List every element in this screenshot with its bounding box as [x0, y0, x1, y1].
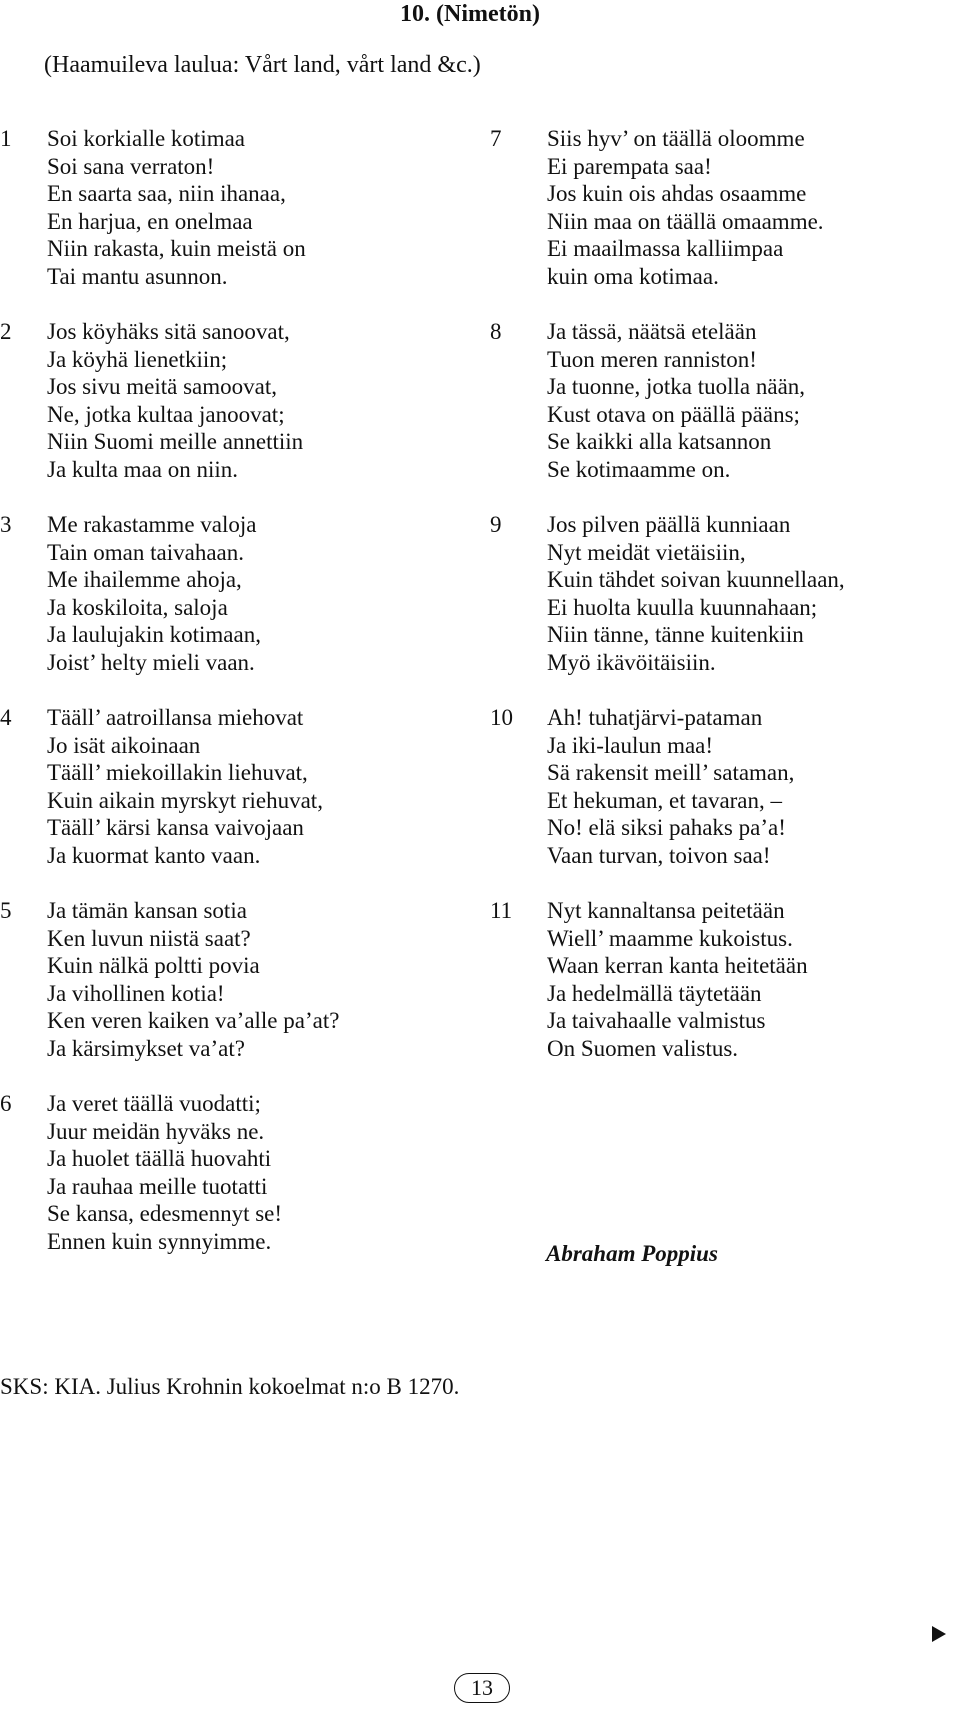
stanza-number: 3 — [0, 512, 12, 537]
verse-line: Ja tämän kansan sotia — [47, 898, 247, 923]
verse-line: Se kaikki alla katsannon — [547, 429, 772, 454]
stanza-number: 8 — [490, 319, 502, 344]
verse-line: Jo isät aikoinaan — [47, 732, 201, 758]
stanza — [0, 1090, 470, 1255]
verse-line: Niin tänne, tänne kuitenkiin — [547, 622, 804, 647]
verse-line: Ei maailmassa kalliimpaa — [547, 236, 784, 261]
stanza-number: 5 — [0, 898, 12, 923]
verse-line: Se kotimaamme on. — [547, 456, 731, 482]
verse-line: Vaan turvan, toivon saa! — [547, 842, 771, 868]
verse-line: Kuin nälkä poltti povia — [47, 953, 260, 978]
stanza-lines — [547, 125, 950, 290]
verse-line: Soi sana verraton! — [47, 153, 215, 179]
stanza — [490, 125, 950, 290]
verse-line: Kuin tähdet soivan kuunnellaan, — [547, 567, 845, 592]
triangle-right-icon[interactable] — [932, 1626, 946, 1642]
verse-line: Ja veret täällä vuodatti; — [47, 1091, 261, 1116]
verse-line: Se kansa, edesmennyt se! — [47, 1201, 283, 1226]
verse-line: Ja taivahaalle valmistus — [547, 1008, 766, 1033]
stanza-number: 4 — [0, 705, 12, 730]
verse-line: Ja tässä, näätsä etelään — [547, 319, 757, 344]
stanza-number: 2 — [0, 319, 12, 344]
verse-line: Ja huolet täällä huovahti — [47, 1146, 272, 1171]
verse-line: Me ihailemme ahoja, — [47, 567, 242, 592]
stanza-lines — [547, 704, 950, 869]
stanza-number: 9 — [490, 512, 502, 537]
verse-line: Wiell’ maamme kukoistus. — [547, 925, 793, 951]
verse-line: Sä rakensit meill’ sataman, — [547, 760, 795, 785]
verse-line: Ja vihollinen kotia! — [47, 980, 225, 1006]
verse-line: Ennen kuin synnyimme. — [47, 1228, 272, 1254]
verse-line: Ken luvun niistä saat? — [47, 925, 251, 951]
verse-line: Ja köyhä lienetkiin; — [47, 346, 228, 372]
verse-line: Nyt kannaltansa peitetään — [547, 898, 785, 923]
verse-line: Waan kerran kanta heitetään — [547, 953, 808, 978]
verse-line: Niin Suomi meille annettiin — [47, 429, 304, 454]
verse-line: Niin rakasta, kuin meistä on — [47, 236, 306, 261]
right-column — [490, 125, 950, 1090]
stanza-lines — [547, 897, 950, 1062]
verse-line: Kust otava on päällä pääns; — [547, 401, 800, 427]
verse-line: Nyt meidät vietäisiin, — [547, 539, 746, 565]
stanza — [490, 897, 950, 1062]
verse-line: Ah! tuhatjärvi-pataman — [547, 705, 763, 730]
stanza-lines — [47, 704, 470, 869]
stanza-lines — [47, 897, 470, 1062]
source-reference: SKS: KIA. Julius Krohnin kokoelmat n:o B 1270. — [0, 1374, 460, 1399]
verse-line: Myö ikävöitäisiin. — [547, 649, 716, 675]
stanza — [0, 125, 470, 290]
verse-line: Ken veren kaiken va’alle pa’at? — [47, 1008, 340, 1033]
page-title: 10. (Nimetön) — [400, 1, 540, 27]
verse-line: Siis hyv’ on täällä oloomme — [547, 126, 805, 151]
stanza — [0, 897, 470, 1062]
verse-line: Tuon meren ranniston! — [547, 346, 757, 372]
verse-line: Ja kärsimykset va’at? — [47, 1035, 245, 1061]
stanza-lines — [47, 1090, 470, 1255]
verse-line: Ja laulujakin kotimaan, — [47, 622, 261, 647]
verse-line: Ja iki-laulun maa! — [547, 732, 714, 758]
verse-line: Ei huolta kuulla kuunnahaan; — [547, 594, 818, 620]
verse-line: Tääll’ kärsi kansa vaivojaan — [47, 815, 304, 840]
verse-line: Ja hedelmällä täytetään — [547, 980, 762, 1006]
verse-line: Juur meidän hyväks ne. — [47, 1118, 265, 1144]
verse-line: Soi korkialle kotimaa — [47, 126, 246, 151]
verse-line: Jos kuin ois ahdas osaamme — [547, 181, 807, 206]
stanza-number: 6 — [0, 1091, 12, 1116]
verse-line: En harjua, en onelmaa — [47, 208, 253, 234]
verse-line: Ja kulta maa on niin. — [47, 456, 238, 482]
verse-line: Jos köyhäks sitä sanoovat, — [47, 319, 290, 344]
stanza-number: 11 — [490, 898, 513, 923]
verse-line: On Suomen valistus. — [547, 1035, 739, 1061]
stanza-number: 1 — [0, 126, 12, 151]
verse-line: Tai mantu asunnon. — [47, 263, 228, 289]
stanza — [0, 511, 470, 676]
verse-line: Me rakastamme valoja — [47, 512, 257, 537]
stanza — [0, 704, 470, 869]
verse-line: Tain oman taivahaan. — [47, 539, 245, 565]
page-subtitle: (Haamuileva laulua: Vårt land, vårt land &c.) — [44, 52, 481, 78]
verse-line: Jos sivu meitä samoovat, — [47, 374, 277, 399]
stanza — [490, 318, 950, 483]
stanza-lines — [47, 125, 470, 290]
stanza — [0, 318, 470, 483]
stanza-lines — [47, 511, 470, 676]
verse-line: Et hekuman, et tavaran, – — [547, 787, 783, 813]
verse-line: Kuin aikain myrskyt riehuvat, — [47, 787, 323, 813]
verse-line: Ne, jotka kultaa janoovat; — [47, 401, 285, 427]
stanza-lines — [547, 511, 950, 676]
stanza-number: 10 — [490, 705, 513, 730]
stanza-lines — [547, 318, 950, 483]
verse-line: Ja koskiloita, saloja — [47, 594, 228, 620]
author-signature: Abraham Poppius — [546, 1241, 718, 1266]
stanza — [490, 511, 950, 676]
verse-line: En saarta saa, niin ihanaa, — [47, 181, 286, 206]
verse-line: kuin oma kotimaa. — [547, 263, 719, 289]
left-column — [0, 125, 470, 1283]
verse-line: Ja tuonne, jotka tuolla nään, — [547, 374, 806, 399]
verse-line: Ja kuormat kanto vaan. — [47, 842, 261, 868]
stanza-number: 7 — [490, 126, 502, 151]
verse-line: No! elä siksi pahaks pa’a! — [547, 815, 786, 840]
verse-line: Joist’ helty mieli vaan. — [47, 649, 255, 675]
verse-line: Jos pilven päällä kunniaan — [547, 512, 791, 537]
verse-line: Tääll’ miekoillakin liehuvat, — [47, 760, 308, 785]
verse-line: Ei parempata saa! — [547, 153, 712, 179]
stanza-lines — [47, 318, 470, 483]
verse-line: Tääll’ aatroillansa miehovat — [47, 705, 304, 730]
stanza — [490, 704, 950, 869]
page-number: 13 — [454, 1673, 510, 1703]
verse-line: Niin maa on täällä omaamme. — [547, 208, 824, 234]
verse-line: Ja rauhaa meille tuotatti — [47, 1173, 268, 1199]
